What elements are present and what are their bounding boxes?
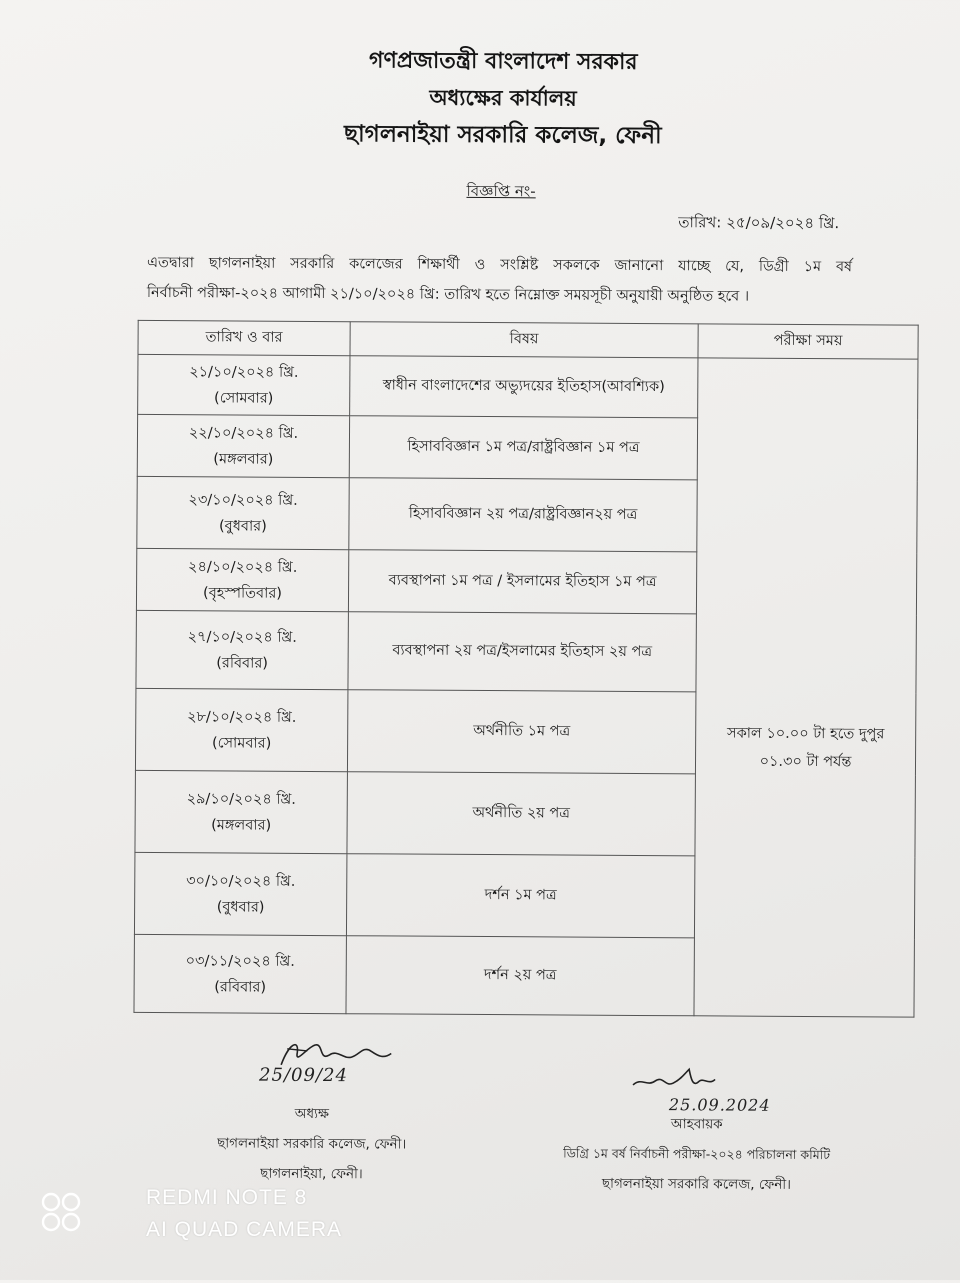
date-cell <box>138 354 350 415</box>
watermark-camera: AI QUAD CAMERA <box>146 1218 343 1241</box>
table-row <box>138 354 918 419</box>
principal-place: ছাগলনাইয়া, ফেনী। <box>260 1165 363 1183</box>
principal-title: অধ্যক্ষ <box>294 1105 329 1123</box>
exam-day: (বুধবার) <box>216 898 265 916</box>
exam-schedule-table <box>133 320 918 1018</box>
subject-cell: অর্থনীতি ১ম পত্র <box>347 690 695 774</box>
convener-signature-date: 25.09.2024 <box>668 1095 771 1115</box>
subject-cell: দর্শন ১ম পত্র <box>346 854 694 938</box>
exam-day: (মঙ্গলবার) <box>213 450 274 468</box>
convener-college: ছাগলনাইয়া সরকারি কলেজ, ফেনী। <box>601 1175 792 1193</box>
exam-time-line-1: সকাল ১০.০০ টা হতে দুপুর <box>726 725 885 742</box>
header-subject: বিষয় <box>350 322 698 358</box>
date-cell <box>135 770 347 853</box>
exam-date: ২৮/১০/২০২৪ খ্রি. <box>187 708 297 726</box>
camera-dots-icon <box>40 1192 88 1232</box>
subject-cell: স্বাধীন বাংলাদেশের অভ্যুদয়ের ইতিহাস(আবশ্যিক) <box>350 356 698 418</box>
date-cell <box>136 610 348 689</box>
convener-committee: ডিগ্রি ১ম বর্ষ নির্বাচনী পরীক্ষা-২০২৪ পরিচালনা কমিটি <box>563 1145 831 1163</box>
convener-signature-block <box>536 1060 857 1200</box>
exam-day: (সোমবার) <box>211 734 272 752</box>
office-title: অধ্যক্ষের কার্যালয় <box>429 85 577 111</box>
subject-cell: হিসাববিজ্ঞান ১ম পত্র/রাষ্ট্রবিজ্ঞান ১ম পত্র <box>349 416 697 480</box>
convener-title: আহবায়ক <box>670 1116 723 1133</box>
college-title: ছাগলনাইয়া সরকারি কলেজ, ফেনী <box>344 121 662 150</box>
date-cell <box>137 476 349 549</box>
subject-cell: ব্যবস্থাপনা ১ম পত্র / ইসলামের ইতিহাস ১ম পত্র <box>348 550 696 614</box>
header-date-day: তারিখ ও বার <box>138 320 350 355</box>
date-cell <box>137 414 349 477</box>
date-cell <box>136 548 348 611</box>
exam-date: ২৪/১০/২০২৪ খ্রি. <box>187 558 298 576</box>
government-title: গণপ্রজাতন্ত্রী বাংলাদেশ সরকার <box>369 48 638 75</box>
watermark-device: REDMI NOTE 8 <box>146 1186 308 1209</box>
exam-date: ২৩/১০/২০২৪ খ্রি. <box>188 491 298 509</box>
exam-day: (মঙ্গলবার) <box>211 816 272 834</box>
exam-time-cell <box>694 358 918 1017</box>
subject-cell: দর্শন ২য় পত্র <box>346 936 694 1016</box>
exam-date: ২১/১০/২০২৪ খ্রি. <box>189 363 299 381</box>
exam-date: ০৩/১১/২০২৪ খ্রি. <box>185 952 295 970</box>
header-exam-time: পরীক্ষা সময় <box>698 324 918 359</box>
exam-date: ২২/১০/২০২৪ খ্রি. <box>188 424 299 442</box>
principal-college: ছাগলনাইয়া সরকারি কলেজ, ফেনী। <box>217 1135 407 1153</box>
exam-day: (সোমবার) <box>214 389 274 407</box>
principal-signature-date: 25/09/24 <box>259 1064 348 1087</box>
exam-time-line-2: ০১.৩০ টা পর্যন্ত <box>759 753 852 770</box>
intro-line-1: এতদ্বারা ছাগলনাইয়া সরকারি কলেজের শিক্ষার্থী ও সংশ্লিষ্ট সকলকে জানানো যাচ্ছে যে, ডিগ্রী ১ম বর্ষ <box>147 254 853 276</box>
exam-day: (বৃহস্পতিবার) <box>203 584 283 602</box>
intro-line-2: নির্বাচনী পরীক্ষা-২০২৪ আগামী ২১/১০/২০২৪ খ্রি: তারিখ হতে নিম্নোক্ত সময়সূচী অনুযায়ী অনুষ্ঠিত হবে । <box>146 284 750 305</box>
notice-date: তারিখ: ২৫/০৯/২০২৪ খ্রি. <box>678 213 840 233</box>
subject-cell: অর্থনীতি ২য় পত্র <box>347 772 695 856</box>
date-cell <box>134 852 346 935</box>
notice-number: বিজ্ঞপ্তি নং- <box>466 181 536 201</box>
principal-signature-block <box>186 1038 437 1190</box>
table-header-row <box>138 320 918 359</box>
exam-day: (রবিবার) <box>216 654 269 672</box>
exam-date: ৩০/১০/২০২৪ খ্রি. <box>186 872 296 890</box>
exam-day: (রবিবার) <box>214 978 267 996</box>
date-cell <box>134 934 346 1013</box>
exam-day: (বুধবার) <box>219 517 267 535</box>
date-cell <box>135 688 347 771</box>
exam-date: ২৭/১০/২০২৪ খ্রি. <box>187 628 297 646</box>
subject-cell: হিসাববিজ্ঞান ২য় পত্র/রাষ্ট্রবিজ্ঞান২য় পত্র <box>349 478 697 552</box>
subject-cell: ব্যবস্থাপনা ২য় পত্র/ইসলামের ইতিহাস ২য় পত্র <box>348 612 696 692</box>
exam-date: ২৯/১০/২০২৪ খ্রি. <box>186 790 296 808</box>
